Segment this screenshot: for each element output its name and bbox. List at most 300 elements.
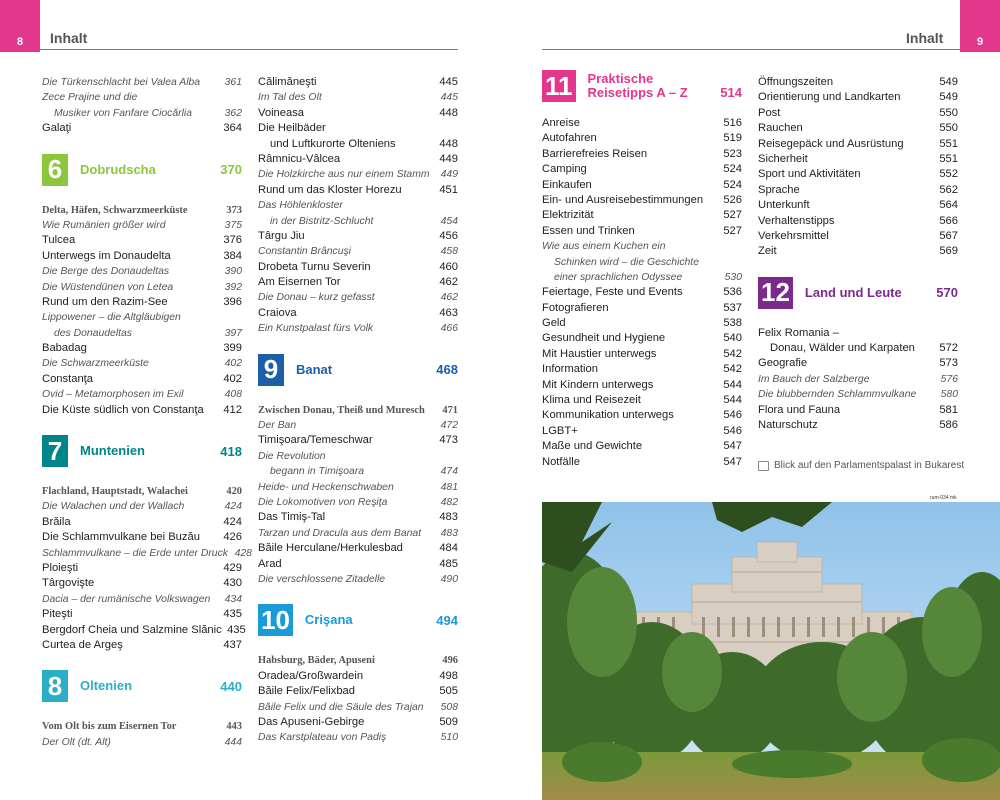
toc-entry-einer-sprachlichen-odyssee[interactable] [542,270,742,285]
chapter-9-heading[interactable] [258,350,458,390]
toc-entry-page: 482 [440,496,458,508]
toc-entry-mit-kindern-unterwegs[interactable] [542,378,742,393]
toc-entry-title: Maße und Gewichte [542,440,643,453]
toc-entry-page: 481 [440,481,458,493]
toc-entry-targoviste[interactable] [42,576,242,591]
toc-entry-page: 471 [442,404,458,416]
toc-entry-page: 437 [223,638,242,651]
toc-entry-title: Babadag [42,342,87,355]
toc-entry-title: Essen und Trinken [542,224,635,237]
chapter-11-heading[interactable] [542,66,742,106]
toc-entry-page: 435 [223,608,242,621]
toc-entry-page: 519 [723,132,742,145]
toc-entry-page: 373 [226,204,242,216]
toc-entry-title: Târgovişte [42,577,95,590]
toc-entry-page: 473 [439,434,458,447]
toc-entry-babadag[interactable] [42,341,242,356]
toc-entry-title: Im Bauch der Salzberge [758,373,870,385]
toc-entry-essen-und-trinken[interactable] [542,224,742,239]
toc-entry-fotografieren[interactable] [542,301,742,316]
toc-entry-elektrizitat[interactable] [542,208,742,223]
toc-entry-page: 448 [439,106,458,119]
toc-entry-page: 542 [723,347,742,360]
toc-entry-page: 362 [224,107,242,119]
toc-entry-title: Bergdorf Cheia und Salzmine Slănic [42,623,222,636]
toc-entry-naturschutz[interactable] [758,418,958,433]
toc-entry-page: 550 [939,122,958,135]
toc-entry-title: Băile Herculane/Herkulesbad [258,542,403,555]
toc-entry-title: Öffnungszeiten [758,76,834,88]
toc-entry-im-bauch-der-salzberge[interactable] [758,372,958,387]
toc-entry-schinken-wird-die-geschichte[interactable] [542,255,742,270]
toc-entry-page: 562 [939,183,958,196]
toc-entry-page: 364 [223,122,242,135]
toc-entry-lippowener-die-altglaubigen[interactable] [42,310,242,325]
toc-entry-page: 392 [224,281,242,293]
toc-entry-page: 454 [440,215,458,227]
chapter-title: Muntenien [80,443,145,459]
toc-entry-sicherheit[interactable] [758,152,958,167]
toc-entry-title: Schlammvulkane – die Erde unter Druck [42,547,228,559]
toc-entry-title: Brăila [42,515,71,528]
toc-entry-geografie[interactable] [758,356,958,371]
toc-entry-die-heilbader[interactable] [258,121,458,136]
toc-entry-ein-kunstpalast-furs-volk[interactable] [258,321,458,336]
toc-entry-die-schwarzmeerkuste[interactable] [42,356,242,371]
toc-entry-page: 375 [224,219,242,231]
toc-column-3 [542,66,742,470]
toc-entry-page: 474 [440,466,458,478]
toc-entry-title: Im Tal des Olt [258,92,322,104]
toc-entry-die-blubbernden-schlammvulkane[interactable] [758,387,958,402]
toc-entry-title: Der Ban [258,420,297,432]
photo-caption [758,460,964,471]
toc-entry-die-kuste-sudlich-von-constanta[interactable] [42,403,242,418]
toc-entry-page: 496 [442,655,458,667]
toc-entry-flachland-hauptstadt-walachei[interactable] [42,484,242,499]
toc-entry-page: 542 [723,363,742,376]
toc-entry-notfalle[interactable] [542,455,742,470]
toc-entry-der-ban[interactable] [258,418,458,433]
toc-entry-camping[interactable] [542,162,742,177]
left-header-rule [40,49,458,50]
toc-entry-page: 576 [940,373,958,385]
chapter-6-heading[interactable] [42,150,242,190]
toc-entry-page: 390 [224,266,242,278]
toc-entry-page: 530 [724,271,742,283]
toc-entry-title: Curtea de Argeş [42,638,123,651]
toc-entry-page: 537 [723,301,742,314]
toc-entry-page: 463 [439,306,458,319]
toc-entry-page: 396 [223,295,242,308]
toc-entry-title: Râmnicu-Vâlcea [258,152,341,165]
toc-entry-zece-prajine-und-die[interactable] [42,90,242,105]
toc-entry-verkehrsmittel[interactable] [758,229,958,244]
toc-entry-page: 397 [224,327,242,339]
toc-entry-bergdorf-cheia-und-salzmine-slanic[interactable] [42,623,246,638]
toc-entry-page: 402 [224,358,242,370]
toc-entry-title: Rund um den Razim-See [42,295,168,308]
toc-entry-page: 510 [440,732,458,744]
toc-entry-page: 448 [439,137,458,150]
toc-entry-verhaltenstipps[interactable] [758,214,958,229]
toc-entry-sprache[interactable] [758,183,958,198]
toc-entry-drobeta-turnu-severin[interactable] [258,260,458,275]
toc-entry-page: 508 [440,701,458,713]
toc-entry-constantin-brancusi[interactable] [258,244,458,259]
toc-entry-title: Die Küste südlich von Constanţa [42,403,204,416]
toc-entry-gesundheit-und-hygiene[interactable] [542,331,742,346]
toc-entry-vom-olt-bis-zum-eisernen-tor[interactable] [42,719,242,734]
toc-entry-page: 445 [440,92,458,104]
toc-entry-sport-und-aktivitaten[interactable] [758,167,958,182]
toc-entry-flora-und-fauna[interactable] [758,403,958,418]
toc-entry-klima-und-reisezeit[interactable] [542,393,742,408]
toc-entry-title: Rund um das Kloster Horezu [258,183,402,196]
toc-entry-page: 509 [439,715,458,728]
toc-entry-page: 516 [723,117,742,129]
toc-entry-wie-rumanien-gro-er-wird[interactable] [42,218,242,233]
toc-entry-page: 451 [439,183,458,196]
toc-entry-pitesti[interactable] [42,607,242,622]
toc-entry-title: Mit Haustier unterwegs [542,347,657,360]
toc-entry-der-olt-dt-alt[interactable] [42,735,242,750]
toc-entry-autofahren[interactable] [542,131,742,146]
toc-entry-title: Băile Felix/Felixbad [258,685,356,698]
toc-entry-title: Heide- und Heckenschwaben [258,481,394,493]
toc-entry-des-donaudeltas[interactable] [42,326,242,341]
toc-entry-page: 420 [226,486,242,498]
toc-entry-title: Piteşti [42,608,73,621]
toc-entry-title: Einkaufen [542,178,592,191]
toc-entry-schlammvulkane-die-erde-unter-druck[interactable] [42,546,252,561]
toc-entry-die-holzkirche-aus-nur-einem-stamm[interactable] [258,167,458,182]
toc-entry-das-hohlenkloster[interactable] [258,198,458,213]
toc-entry-title: Die Holzkirche aus nur einem Stamm [258,169,430,181]
toc-entry-page: 564 [939,199,958,212]
toc-entry-title: Post [758,106,781,119]
toc-entry-craiova[interactable] [258,306,458,321]
toc-entry-page: 549 [939,76,958,88]
toc-entry-kommunikation-unterwegs[interactable] [542,408,742,423]
toc-entry-das-apuseni-gebirge[interactable] [258,715,458,730]
toc-entry-page: 546 [723,409,742,422]
toc-entry-page: 384 [223,249,242,262]
toc-entry-page: 412 [223,403,242,416]
toc-entry-title: Musiker von Fanfare Ciocărlia [54,107,193,119]
toc-entry-title: Lippowener – die Altgläubigen [42,312,181,324]
toc-entry-galati[interactable] [42,121,242,136]
toc-entry-page: 428 [234,547,252,559]
toc-entry-page: 551 [939,152,958,165]
toc-entry-page: 524 [723,163,742,176]
toc-entry-title: Zeit [758,245,777,258]
toc-entry-title: Tulcea [42,234,76,247]
toc-entry-baile-felix-und-die-saule-des-trajan[interactable] [258,700,458,715]
toc-entry-title: Die Türkenschlacht bei Valea Alba [42,77,201,88]
toc-entry-title: Ein Kunstpalast fürs Volk [258,323,374,335]
toc-entry-feiertage-feste-und-events[interactable] [542,285,742,300]
toc-entry-title: Die Schlammvulkane bei Buzău [42,531,200,544]
chapter-number-badge: 6 [42,154,68,186]
toc-entry-title: Vom Olt bis zum Eisernen Tor [42,721,177,733]
toc-entry-delta-hafen-schwarzmeerkuste[interactable] [42,203,242,218]
toc-entry-title: Anreise [542,117,580,129]
toc-entry-title: Das Höhlenkloster [258,200,343,212]
toc-entry-title: Die Donau – kurz gefasst [258,292,375,304]
toc-entry-title: Donau, Wälder und Karpaten [770,342,915,355]
toc-entry-page: 462 [439,276,458,289]
toc-entry-ploiesti[interactable] [42,561,242,576]
toc-entry-title: Călimăneşti [258,76,317,88]
toc-entry-page: 538 [723,317,742,330]
toc-entry-page: 586 [939,419,958,432]
toc-entry-offnungszeiten[interactable] [758,75,958,90]
toc-entry-page: 424 [224,501,242,513]
toc-entry-page: 443 [226,721,242,733]
toc-entry-timisoara-temeschwar[interactable] [258,433,458,448]
chapter-title-line-2: Reisetipps A – Z [587,85,688,100]
toc-entry-page: 550 [939,106,958,119]
chapter-page-number: 418 [220,443,242,459]
toc-entry-voineasa[interactable] [258,106,458,121]
toc-entry-das-karstplateau-von-padis[interactable] [258,730,458,745]
chapter-8-heading[interactable] [42,666,242,706]
toc-entry-title: Wie aus einem Kuchen ein [542,241,666,253]
toc-entry-title: Barrierefreies Reisen [542,147,648,160]
toc-entry-title: Constanţa [42,372,93,385]
toc-entry-ma-e-und-gewichte[interactable] [542,439,742,454]
toc-entry-in-der-bistritz-schlucht[interactable] [258,214,458,229]
chapter-page-number: 570 [936,285,958,301]
toc-entry-page: 544 [723,378,742,391]
toc-entry-title: Delta, Häfen, Schwarzmeerküste [42,204,188,216]
toc-entry-page: 551 [939,137,958,150]
toc-entry-im-tal-des-olt[interactable] [258,90,458,105]
toc-entry-reisegepack-und-ausrustung[interactable] [758,137,958,152]
toc-entry-rund-um-den-razim-see[interactable] [42,295,242,310]
right-header-rule [542,49,960,50]
chapter-page-number: 494 [436,612,458,628]
toc-entry-rund-um-das-kloster-horezu[interactable] [258,183,458,198]
toc-entry-title: Arad [258,557,282,570]
toc-entry-arad[interactable] [258,557,458,572]
toc-entry-page: 424 [223,515,242,528]
toc-entry-title: Orientierung und Landkarten [758,91,901,104]
toc-entry-ein-und-ausreisebestimmungen[interactable] [542,193,742,208]
toc-entry-page: 540 [723,332,742,345]
toc-entry-die-lokomotiven-von-resita[interactable] [258,495,458,510]
toc-entry-page: 466 [440,323,458,335]
toc-entry-ovid-metamorphosen-im-exil[interactable] [42,387,242,402]
toc-entry-tulcea[interactable] [42,233,242,248]
toc-entry-title: Mit Kindern unterwegs [542,378,654,391]
toc-entry-page: 435 [227,623,246,636]
toc-entry-title: begann in Timişoara [270,466,365,478]
toc-entry-page: 472 [440,420,458,432]
toc-entry-page: 490 [440,573,458,585]
toc-entry-die-revolution[interactable] [258,449,458,464]
toc-entry-title: Habsburg, Bäder, Apuseni [258,655,375,667]
toc-entry-unterwegs-im-donaudelta[interactable] [42,249,242,264]
toc-entry-page: 580 [940,389,958,401]
toc-entry-page: 483 [439,511,458,524]
toc-entry-title: Craiova [258,306,297,319]
toc-entry-page: 434 [224,593,242,605]
toc-entry-title: Naturschutz [758,419,818,432]
chapter-title: Banat [296,361,333,377]
toc-entry-donau-walder-und-karpaten[interactable] [758,341,958,356]
toc-entry-post[interactable] [758,106,958,121]
toc-entry-zeit[interactable] [758,244,958,259]
chapter-7-heading[interactable] [42,431,242,471]
toc-entry-die-berge-des-donaudeltas[interactable] [42,264,242,279]
chapter-page-number: 440 [220,678,242,694]
toc-entry-und-luftkurorte-olteniens[interactable] [258,137,458,152]
toc-entry-page: 483 [440,527,458,539]
toc-entry-title: Flachland, Hauptstadt, Walachei [42,486,188,498]
toc-entry-rauchen[interactable] [758,121,958,136]
toc-entry-title: Elektrizität [542,209,594,222]
toc-entry-musiker-von-fanfare-ciocarlia[interactable] [42,106,242,121]
toc-entry-title: Gesundheit und Hygiene [542,332,666,345]
toc-entry-title: Das Apuseni-Gebirge [258,715,365,728]
toc-entry-page: 444 [224,736,242,748]
toc-entry-title: Zece Prajine und die [42,92,138,104]
toc-entry-title: Die Heilbäder [258,122,326,135]
toc-entry-title: Rauchen [758,122,803,135]
toc-entry-baile-felix-felixbad[interactable] [258,684,458,699]
toc-entry-title: Die Wüstendünen von Letea [42,281,174,293]
toc-entry-page: 445 [439,76,458,88]
toc-entry-page: 458 [440,246,458,258]
chapter-title: Land und Leute [804,284,902,300]
toc-entry-baile-herculane-herkulesbad[interactable] [258,541,458,556]
toc-entry-page: 546 [723,424,742,437]
toc-entry-die-schlammvulkane-bei-buzau[interactable] [42,530,242,545]
chapter-title: Dobrudscha [80,161,156,177]
toc-entry-page: 527 [723,224,742,237]
toc-entry-title: Constantin Brâncuşi [258,246,351,258]
toc-entry-title: Băile Felix und die Säule des Trajan [258,701,424,713]
toc-entry-begann-in-timisoara[interactable] [258,464,458,479]
toc-entry-tarzan-und-dracula-aus-dem-banat[interactable] [258,526,458,541]
toc-entry-die-walachen-und-der-wallach[interactable] [42,499,242,514]
toc-entry-habsburg-bader-apuseni[interactable] [258,653,458,668]
toc-entry-felix-romania[interactable] [758,326,958,341]
toc-entry-title: des Donaudeltas [54,327,132,339]
toc-entry-page: 566 [939,214,958,227]
toc-entry-page: 505 [439,685,458,698]
toc-entry-title: Unterkunft [758,199,810,212]
toc-entry-title: Die Lokomotiven von Reşiţa [258,496,388,508]
toc-entry-title: Klima und Reisezeit [542,394,641,407]
toc-entry-die-verschlossene-zitadelle[interactable] [258,572,458,587]
toc-entry-title: Oradea/Großwardein [258,669,364,682]
toc-entry-page: 581 [939,403,958,416]
toc-entry-page: 426 [223,531,242,544]
toc-entry-ramnicu-valcea[interactable] [258,152,458,167]
toc-entry-einkaufen[interactable] [542,178,742,193]
toc-entry-wie-aus-einem-kuchen-ein[interactable] [542,239,742,254]
toc-entry-title: einer sprachlichen Odyssee [554,271,683,283]
toc-entry-title: Information [542,363,598,376]
toc-entry-title: Camping [542,163,587,176]
toc-entry-page: 572 [939,342,958,355]
toc-entry-title: Geografie [758,357,808,370]
toc-entry-orientierung-und-landkarten[interactable] [758,90,958,105]
toc-entry-page: 547 [723,455,742,468]
left-page-number: 8 [16,36,24,48]
chapter-number-badge: 9 [258,354,284,386]
toc-entry-curtea-de-arges[interactable] [42,638,242,653]
toc-entry-title: Reisegepäck und Ausrüstung [758,137,904,150]
toc-entry-title: Die verschlossene Zitadelle [258,573,386,585]
toc-entry-title: Der Olt (dt. Alt) [42,736,111,748]
toc-entry-geld[interactable] [542,316,742,331]
toc-column-2 [258,75,458,746]
toc-entry-title: Die blubbernden Schlammvulkane [758,389,917,401]
toc-entry-title: Wie Rumänien größer wird [42,219,166,231]
toc-entry-title: Die Schwarzmeerküste [42,358,149,370]
toc-entry-das-timis-tal[interactable] [258,510,458,525]
toc-entry-mit-haustier-unterwegs[interactable] [542,347,742,362]
toc-entry-title: Drobeta Turnu Severin [258,260,371,273]
toc-entry-page: 536 [723,286,742,299]
toc-entry-dacia-der-rumanische-volkswagen[interactable] [42,592,242,607]
toc-entry-title: Geld [542,317,566,330]
toc-entry-information[interactable] [542,362,742,377]
toc-entry-title: Ein- und Ausreisebestimmungen [542,193,704,206]
toc-entry-unterkunft[interactable] [758,198,958,213]
toc-entry-heide-und-heckenschwaben[interactable] [258,480,458,495]
toc-entry-title: Dacia – der rumänische Volkswagen [42,593,211,605]
toc-entry-lgbt[interactable] [542,424,742,439]
chapter-number-badge: 12 [758,277,793,309]
toc-entry-am-eisernen-tor[interactable] [258,275,458,290]
right-page-number: 9 [976,36,984,48]
toc-entry-calimanesti[interactable] [258,75,458,90]
toc-entry-title: Flora und Fauna [758,403,841,416]
chapter-10-heading[interactable] [258,600,458,640]
chapter-page-number: 370 [220,162,242,178]
toc-entry-barrierefreies-reisen[interactable] [542,147,742,162]
toc-entry-die-donau-kurz-gefasst[interactable] [258,290,458,305]
toc-entry-die-turkenschlacht-bei-valea-alba[interactable] [42,75,242,90]
toc-entry-page: 523 [723,147,742,160]
toc-entry-title: Das Timiş-Tal [258,511,326,524]
toc-entry-title: Das Karstplateau von Padiş [258,732,387,744]
toc-entry-title: in der Bistritz-Schlucht [270,215,374,227]
toc-entry-die-wustendunen-von-letea[interactable] [42,280,242,295]
toc-entry-page: 399 [223,342,242,355]
chapter-title [588,72,688,100]
toc-entry-zwischen-donau-thei-und-muresch[interactable] [258,403,458,418]
toc-entry-targu-jiu[interactable] [258,229,458,244]
toc-entry-braila[interactable] [42,515,242,530]
toc-entry-page: 462 [440,292,458,304]
toc-entry-page: 449 [440,169,458,181]
toc-entry-oradea-gro-wardein[interactable] [258,669,458,684]
toc-entry-title: Sprache [758,183,800,196]
toc-entry-title: Târgu Jiu [258,229,305,242]
toc-entry-title: Unterwegs im Donaudelta [42,249,171,262]
toc-entry-anreise[interactable] [542,116,742,131]
toc-entry-constanta[interactable] [42,372,242,387]
toc-entry-title: Die Berge des Donaudeltas [42,266,170,278]
chapter-12-heading[interactable] [758,273,958,313]
toc-entry-page: 498 [439,669,458,682]
